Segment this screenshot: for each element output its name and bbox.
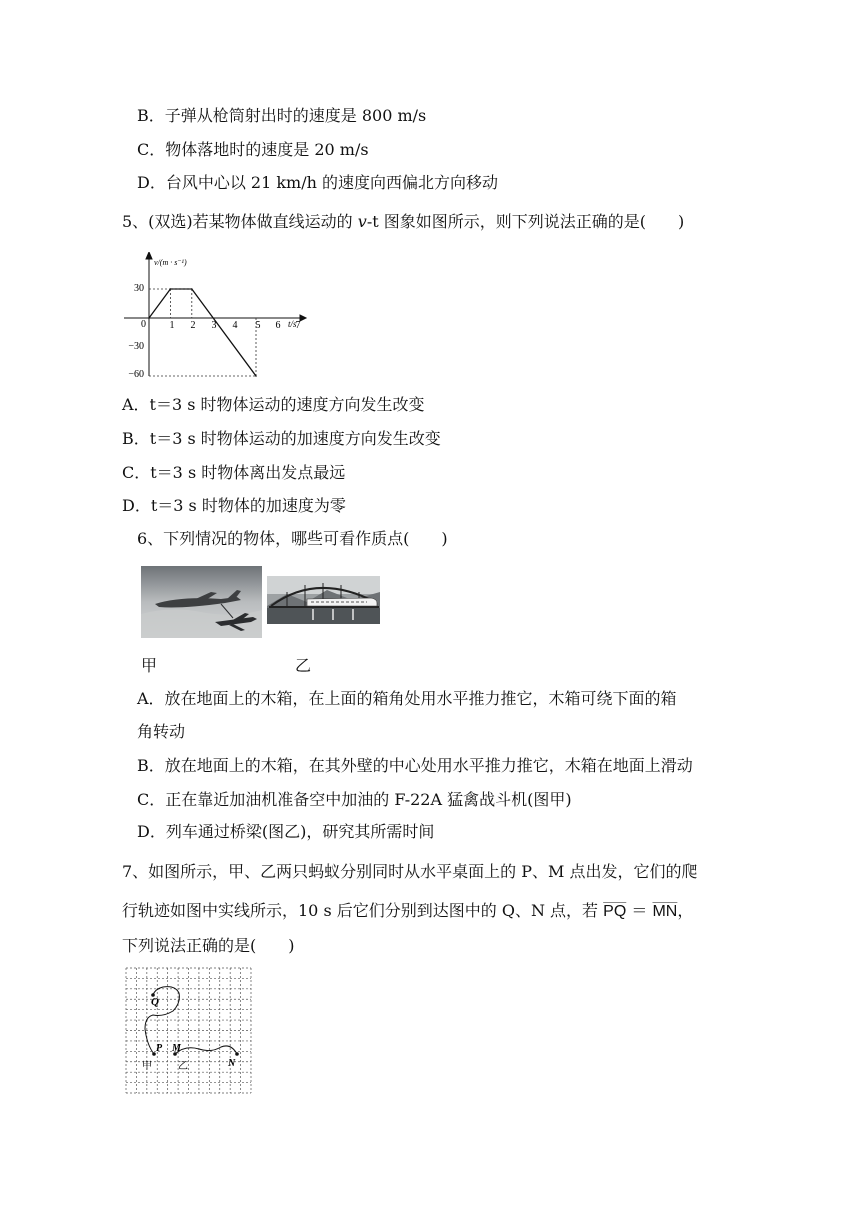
q6-option-b: B．放在地面上的木箱，在其外壁的中心处用水平推力推它，木箱在地面上滑动	[137, 756, 693, 775]
x-tick-7: 7	[295, 320, 301, 331]
x-axis-label: t/s	[288, 319, 297, 329]
vt-series-line	[149, 289, 256, 376]
vt-point	[170, 288, 172, 290]
caption-yi: 乙	[295, 656, 312, 675]
vt-point	[148, 317, 150, 319]
y-tick-minus30: −30	[128, 341, 144, 352]
q6-option-c: C．正在靠近加油机准备空中加油的 F-22A 猛禽战斗机(图甲)	[137, 790, 572, 809]
q7-stem-line2a: 行轨迹如图中实线所示，10 s 后它们分别到达图中的 Q、N 点，若	[122, 901, 599, 920]
q6-option-a-line1: A．放在地面上的木箱，在上面的箱角处用水平推力推它，木箱可绕下面的箱	[137, 689, 677, 708]
x-tick-4: 4	[232, 320, 238, 331]
label-n: N	[228, 1058, 236, 1069]
vt-point	[255, 375, 257, 377]
q5-option-a: A．t＝3 s 时物体运动的速度方向发生改变	[122, 395, 425, 414]
q7-stem-line2	[122, 899, 693, 924]
y-axis-label: v/(m · s⁻¹)	[154, 258, 187, 267]
x-tick-3: 3	[211, 320, 217, 331]
label-m: M	[172, 1043, 181, 1054]
label-yi: 乙	[178, 1061, 188, 1072]
q5-option-c: C．t＝3 s 时物体离出发点最远	[122, 463, 346, 482]
q4-option-b: B．子弹从枪筒射出时的速度是 800 m/s	[137, 106, 427, 125]
vt-point	[191, 288, 193, 290]
x-tick-5: 5	[255, 320, 261, 331]
label-q: Q	[151, 996, 159, 1008]
point-n-dot	[235, 1052, 239, 1056]
ant-yi-path	[175, 1046, 237, 1054]
label-jia: 甲	[142, 1061, 152, 1072]
equals-sign: ＝	[631, 901, 648, 920]
y-tick-30: 30	[134, 283, 144, 294]
label-p: P	[156, 1043, 163, 1054]
q6-option-d: D．列车通过桥梁(图乙)，研究其所需时间	[137, 822, 435, 841]
x-tick-2: 2	[190, 320, 196, 331]
y-arrow	[146, 252, 152, 259]
q5-stem-post: -t 图象如图所示，则下列说法正确的是( )	[366, 212, 685, 231]
y-tick-minus60: −60	[128, 369, 144, 380]
q7-stem-line3: 下列说法正确的是( )	[122, 936, 295, 955]
q7-stem-line2b: ，	[677, 901, 694, 920]
q5-option-d: D．t＝3 s 时物体的加速度为零	[122, 496, 346, 515]
photo-jia-refueling	[141, 566, 262, 638]
ant-trajectory-figure	[125, 967, 252, 1094]
q5-stem-v: v	[357, 212, 367, 231]
q7-stem-line1: 7、如图所示，甲、乙两只蚂蚁分别同时从水平桌面上的 P、M 点出发，它们的爬	[122, 862, 698, 881]
x-tick-1: 1	[169, 320, 175, 331]
x-arrow	[300, 315, 306, 321]
q5-stem	[122, 210, 684, 234]
q4-option-c: C．物体落地时的速度是 20 m/s	[137, 140, 369, 159]
photo-yi-bridge-train	[267, 576, 380, 624]
x-tick-0: 0	[141, 319, 146, 330]
vector-mn: $\overline{MN}$	[652, 903, 678, 920]
q6-option-a-line2: 角转动	[137, 722, 186, 741]
train-icon	[307, 598, 377, 606]
caption-jia: 甲	[141, 656, 158, 675]
q5-option-b: B．t＝3 s 时物体运动的加速度方向发生改变	[122, 429, 441, 448]
x-tick-6: 6	[275, 320, 281, 331]
vector-pq: $\overline{PQ}$	[603, 903, 627, 920]
q5-stem-pre: 5、(双选)若某物体做直线运动的	[122, 212, 358, 231]
vt-chart	[122, 252, 312, 382]
q4-option-d: D．台风中心以 21 km/h 的速度向西偏北方向移动	[137, 173, 499, 192]
q6-stem: 6、下列情况的物体，哪些可看作质点( )	[137, 529, 448, 548]
